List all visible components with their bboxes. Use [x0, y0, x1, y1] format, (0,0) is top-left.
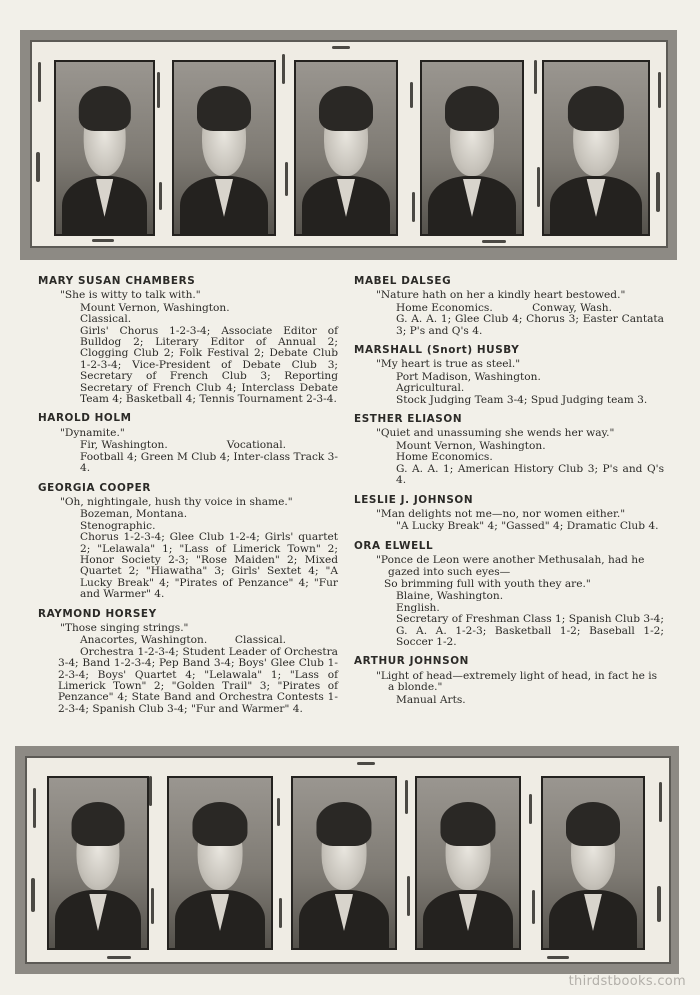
course: English.: [396, 601, 440, 614]
senior-entry: [354, 495, 664, 533]
bottom-photo-strip: [15, 746, 679, 974]
student-name: MARSHALL (Snort) HUSBY: [354, 344, 520, 357]
course: Home Economics.: [396, 451, 493, 464]
hometown: Fir, Washington.: [80, 439, 168, 452]
senior-entry: [38, 609, 338, 716]
course: Vocational.: [226, 439, 286, 452]
student-quote: "Quiet and unassuming she wends her way.": [376, 427, 615, 440]
hometown: Mount Vernon, Washington.: [80, 301, 230, 314]
portrait-photo: [47, 776, 149, 950]
course: Manual Arts.: [396, 693, 466, 706]
activities: G. A. A. 1; Glee Club 4; Chorus 3; Easter Cantata 3; P's and Q's 4.: [396, 313, 664, 337]
watermark-credit: thirdstbooks.com: [568, 974, 686, 989]
student-quote: "Those singing strings.": [60, 621, 189, 634]
student-quote: "Man delights not me—no, nor women either.": [376, 507, 626, 520]
student-quote: "Nature hath on her a kindly heart bestowed.": [376, 289, 626, 302]
top-photo-strip: [20, 30, 677, 260]
student-name: MARY SUSAN CHAMBERS: [38, 275, 196, 287]
course: Home Economics.: [396, 301, 493, 314]
senior-entry: [38, 483, 338, 601]
senior-entry: [354, 541, 664, 649]
hometown: Port Madison, Washington.: [396, 370, 541, 383]
activities: G. A. A. 1; American History Club 3; P's and Q's 4.: [396, 462, 664, 487]
student-name: LESLIE J. JOHNSON: [354, 493, 474, 506]
left-column: [38, 276, 338, 723]
portrait-photo: [415, 776, 521, 950]
student-name: HAROLD HOLM: [38, 412, 132, 425]
course: Classical.: [80, 313, 132, 326]
course: Stenographic.: [80, 519, 156, 532]
activities: Stock Judging Team 3-4; Spud Judging team 3.: [396, 393, 648, 406]
activities: Football 4; Green M Club 4; Inter-class Track 3-4.: [80, 450, 338, 475]
student-name: ARTHUR JOHNSON: [354, 655, 469, 668]
activities: Chorus 1-2-3-4; Glee Club 1-2-4; Girls' quartet 2; "Lelawala" 1; "Lass of Limerick Town" 2; Honor Society 2-3; "Rose Maiden" 2; Mixed Quartet 2; "Hiawatha" 3; Girls' Sextet 4; "A Lucky Break" 4; "Pirates of Penzance" 4; "Fur and Warmer" 4.: [80, 531, 338, 601]
senior-entry: [38, 413, 338, 474]
student-quote: "Dynamite.": [60, 426, 125, 439]
portrait-photo: [167, 776, 273, 950]
student-name: GEORGIA COOPER: [38, 481, 151, 494]
senior-entry: [354, 276, 664, 337]
portrait-photo: [291, 776, 397, 950]
student-quote: "Ponce de Leon were another Methusalah, had he gazed into such eyes—: [376, 554, 645, 578]
student-quote-continued: So brimming full with youth they are.": [384, 577, 591, 590]
portrait-photo: [54, 60, 155, 236]
senior-entry: [354, 656, 664, 706]
activities: Orchestra 1-2-3-4; Student Leader of Orchestra 3-4; Band 1-2-3-4; Pep Band 3-4; Boys' Glee Club 1-2-3-4; Boys' Quartet 4; "Lelawala" 1; "Lass of Limerick Town" 2; "Golden Trail" 3; "Pirates of Penzance" 4; State Band and Orchestra Contests 1-2-3-4; Spanish Club 3-4; "Fur and Warmer" 4.: [58, 645, 338, 715]
course: Classical.: [234, 634, 286, 647]
course: Agricultural.: [396, 382, 465, 395]
hometown: Mount Vernon, Washington.: [396, 439, 546, 452]
student-name: ORA ELWELL: [354, 539, 434, 552]
activities: Girls' Chorus 1-2-3-4; Associate Editor of Bulldog 2; Literary Editor of Annual 2; Clogging Club 2; Folk Festival 2; Debate Club 1-2-3-4; Vice-President of Debate Club 3; Secretary of French Club 3; Reporting Secretary of French Club 4; Interclass Debate Team 4; Basketball 4; Tennis Tournament 2-3-4.: [80, 324, 338, 406]
hometown-course-row: [38, 440, 338, 451]
student-name: ESTHER ELIASON: [354, 413, 463, 426]
activities: "A Lucky Break" 4; "Gassed" 4; Dramatic Club 4.: [396, 520, 659, 533]
hometown: Blaine, Washington.: [396, 590, 504, 603]
right-column: [354, 276, 664, 714]
senior-entry: [354, 345, 664, 406]
senior-entry: [354, 414, 664, 486]
portrait-photo: [172, 60, 276, 236]
student-quote: "Oh, nightingale, hush thy voice in shame.": [60, 495, 293, 508]
activities: Secretary of Freshman Class 1; Spanish Club 3-4; G. A. A. 1-2-3; Basketball 1-2; Baseball 1-2; Soccer 1-2.: [396, 613, 664, 648]
portrait-photo: [542, 60, 650, 236]
portrait-photo: [294, 60, 398, 236]
student-quote: "Light of head—extremely light of head, in fact he is a blonde.": [376, 669, 658, 694]
portrait-photo: [420, 60, 524, 236]
student-quote: "My heart is true as steel.": [376, 358, 521, 371]
student-name: RAYMOND HORSEY: [38, 607, 157, 620]
hometown: Bozeman, Montana.: [80, 508, 188, 521]
student-name: MABEL DALSEG: [354, 275, 452, 287]
portrait-photo: [541, 776, 645, 950]
senior-entry: [38, 276, 338, 405]
student-quote: "She is witty to talk with.": [60, 289, 201, 302]
hometown: Conway, Wash.: [532, 301, 612, 314]
hometown: Anacortes, Washington.: [80, 634, 208, 647]
